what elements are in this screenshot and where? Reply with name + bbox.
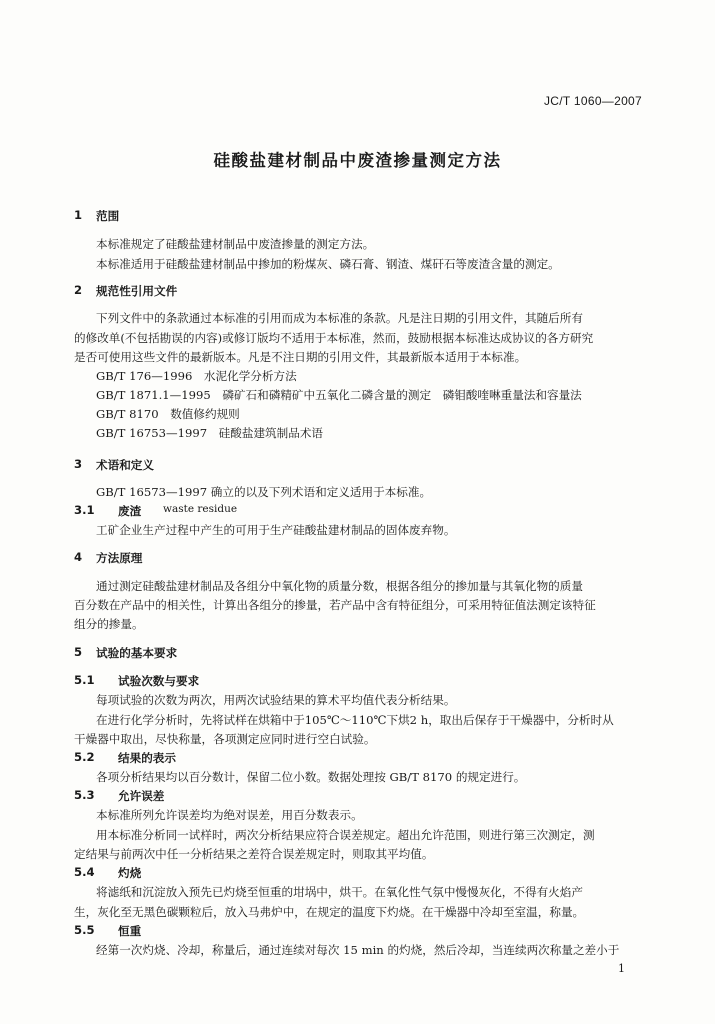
paragraph-line: 下列文件中的条款通过本标准的引用而成为本标准的条款。凡是注日期的引用文件，其随后所有 (96, 311, 583, 325)
section-heading: 范围 (96, 209, 120, 223)
paragraph-line: 用本标准分析同一试样时，两次分析结果应符合误差规定。超出允许范围，则进行第三次测定，测 (96, 828, 595, 842)
subsection-number: 5.4 (74, 865, 95, 879)
paragraph-line: 干燥器中取出，尽快称量，各项测定应同时进行空白试验。 (74, 732, 376, 746)
reference-item: GB/T 1871.1—1995 磷矿石和磷精矿中五氧化二磷含量的测定 磷钼酸喹啉重量法和容量法 (96, 388, 582, 402)
paragraph-line: 在进行化学分析时，先将试样在烘箱中于105℃～110℃下烘2 h，取出后保存于干燥器中，分析时从 (96, 713, 614, 727)
section-number: 2 (74, 283, 83, 297)
subsection-number: 5.3 (74, 788, 95, 802)
section-number: 4 (74, 550, 83, 564)
paragraph-line: 定结果与前两次中任一分析结果之差符合误差规定时，则取其平均值。 (74, 847, 434, 861)
section-number: 3 (74, 457, 83, 471)
reference-item: GB/T 176—1996 水泥化学分析方法 (96, 369, 297, 383)
paragraph-line: 本标准适用于硅酸盐建材制品中掺加的粉煤灰、磷石膏、钢渣、煤矸石等废渣含量的测定。 (96, 257, 560, 271)
term-english: waste residue (163, 503, 238, 515)
paragraph-line: 每项试验的次数为两次，用两次试验结果的算术平均值代表分析结果。 (96, 693, 456, 707)
subsection-number: 5.5 (74, 923, 95, 937)
section-number: 5 (74, 645, 83, 659)
paragraph-line: 生，灰化至无黑色碳颗粒后，放入马弗炉中，在规定的温度下灼烧。在干燥器中冷却至室温，称量。 (74, 905, 585, 919)
subsection-number: 3.1 (74, 503, 95, 517)
section-heading: 术语和定义 (96, 458, 154, 472)
subsection-heading: 允许误差 (118, 789, 165, 803)
term-heading: 废渣 (118, 504, 142, 518)
paragraph-line: 将滤纸和沉淀放入预先已灼烧至恒重的坩埚中，烘干。在氧化性气氛中慢慢灰化，不得有火焰产 (96, 885, 583, 899)
paragraph-line: 本标准所列允许误差均为绝对误差，用百分数表示。 (96, 808, 363, 822)
page-number: 1 (618, 962, 625, 975)
paragraph-line: 经第一次灼烧、冷却，称量后，通过连续对每次 15 min 的灼烧，然后冷却，当连续两次称量之差小于 (96, 943, 620, 957)
section-heading: 规范性引用文件 (96, 284, 178, 298)
paragraph-line: 本标准规定了硅酸盐建材制品中废渣掺量的测定方法。 (96, 237, 375, 251)
paragraph-line: 通过测定硅酸盐建材制品及各组分中氧化物的质量分数，根据各组分的掺加量与其氧化物的质量 (96, 579, 583, 593)
section-heading: 试验的基本要求 (96, 646, 178, 660)
subsection-heading: 灼烧 (118, 866, 142, 880)
paragraph-line: 是否可使用这些文件的最新版本。凡是不注日期的引用文件，其最新版本适用于本标准。 (74, 350, 527, 364)
paragraph-line: 各项分析结果均以百分数计，保留二位小数。数据处理按 GB/T 8170 的规定进行。 (96, 770, 526, 784)
paragraph-line: GB/T 16573—1997 确立的以及下列术语和定义适用于本标准。 (96, 485, 432, 499)
subsection-heading: 恒重 (118, 924, 142, 938)
section-number: 1 (74, 208, 83, 222)
standard-code: JC/T 1060—2007 (543, 94, 642, 108)
subsection-number: 5.1 (74, 673, 95, 687)
subsection-heading: 试验次数与要求 (118, 674, 200, 688)
section-heading: 方法原理 (96, 551, 143, 565)
reference-item: GB/T 8170 数值修约规则 (96, 407, 240, 421)
paragraph-line: 工矿企业生产过程中产生的可用于生产硅酸盐建材制品的固体废弃物。 (96, 523, 456, 537)
reference-item: GB/T 16753—1997 硅酸盐建筑制品术语 (96, 426, 324, 440)
subsection-heading: 结果的表示 (118, 751, 176, 765)
page-title: 硅酸盐建材制品中废渣掺量测定方法 (213, 151, 502, 170)
paragraph-line: 百分数在产品中的相关性，计算出各组分的掺量，若产品中含有特征组分，可采用特征值法测定该特征 (74, 598, 596, 612)
paragraph-line: 的修改单(不包括勘误的内容)或修订版均不适用于本标准，然而，鼓励根据本标准达成协议的各方研究 (74, 331, 594, 345)
subsection-number: 5.2 (74, 750, 95, 764)
paragraph-line: 组分的掺量。 (74, 617, 144, 631)
